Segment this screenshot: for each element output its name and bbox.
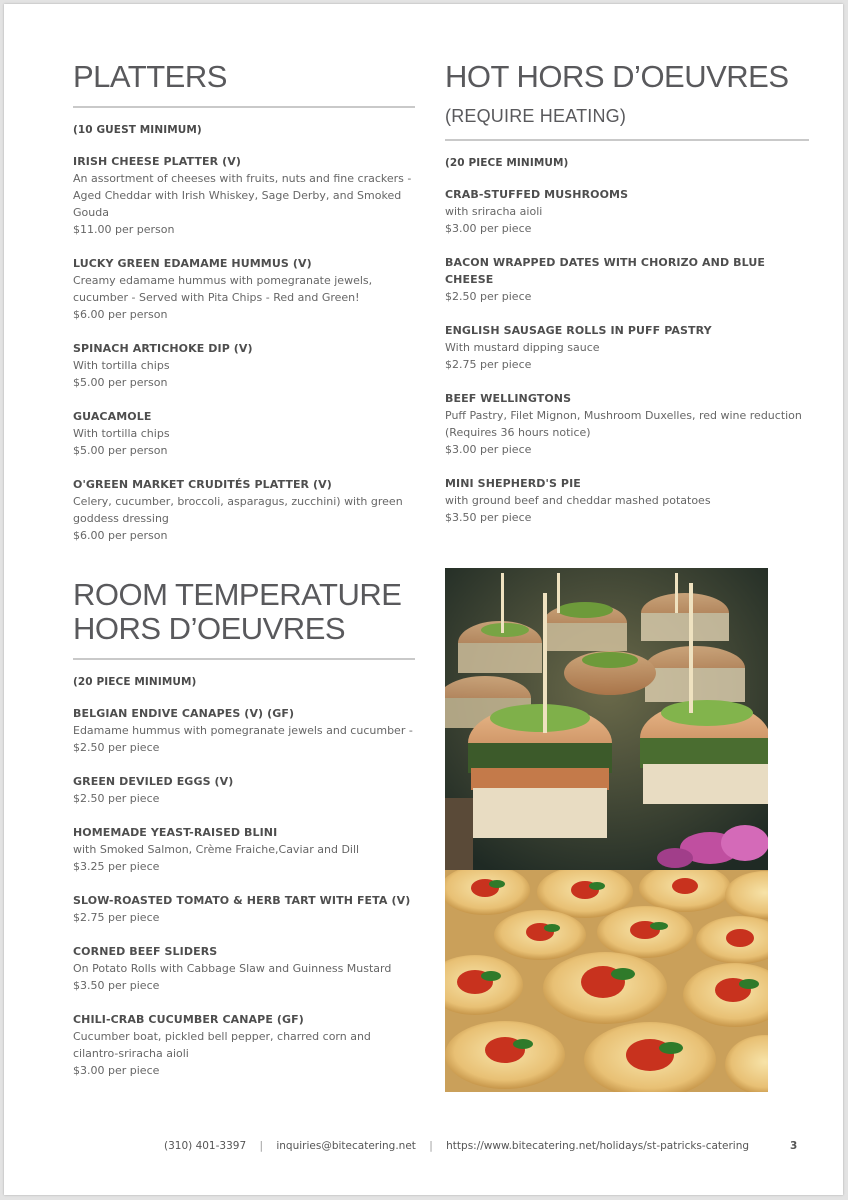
menu-item-description: Cucumber boat, pickled bell pepper, charred corn and cilantro-sriracha aioli [73,1030,371,1060]
room-temp-divider [73,658,415,660]
menu-item [73,943,415,994]
menu-item-price: $5.00 per person [73,444,168,457]
menu-item [73,408,415,459]
menu-item-price: $6.00 per person [73,308,168,321]
hot-section [445,60,809,526]
menu-item [73,705,415,756]
sliders-image [445,568,768,870]
menu-item [445,390,809,458]
menu-item-description: Celery, cucumber, broccoli, asparagus, zucchini) with green goddess dressing [73,495,403,525]
platters-list [73,153,415,544]
menu-item-name: CHILI-CRAB CUCUMBER CANAPE (GF) [73,1013,304,1026]
menu-item [73,340,415,391]
menu-item-name: SPINACH ARTICHOKE DIP (V) [73,342,253,355]
menu-item [445,475,809,526]
menu-item [73,824,415,875]
menu-item [73,255,415,323]
menu-item-name: GREEN DEVILED EGGS (V) [73,775,234,788]
menu-item-price: $3.00 per piece [445,443,532,456]
menu-item-description: with Smoked Salmon, Crème Fraiche,Caviar and Dill [73,843,360,856]
page-number: 3 [790,1140,798,1152]
menu-item-name: BEEF WELLINGTONS [445,392,572,405]
menu-item-description: With tortilla chips [73,359,170,372]
platters-divider [73,106,415,108]
right-column [445,60,809,526]
menu-page [4,4,843,1195]
menu-item-name: CRAB-STUFFED MUSHROOMS [445,188,629,201]
menu-item-price: $6.00 per person [73,529,168,542]
menu-item-price: $3.00 per piece [445,222,532,235]
menu-item [445,186,809,237]
menu-item-name: ENGLISH SAUSAGE ROLLS IN PUFF PASTRY [445,324,712,337]
hot-subheading: (REQUIRE HEATING) [445,106,627,126]
menu-item-name: O'GREEN MARKET CRUDITÉS PLATTER (V) [73,478,332,491]
footer-separator: | [429,1140,433,1152]
menu-item-price: $2.75 per piece [445,358,532,371]
menu-item-name: SLOW-ROASTED TOMATO & HERB TART WITH FETA (V) [73,894,411,907]
menu-item [73,1011,415,1079]
room-temp-heading [73,578,415,646]
room-temp-section [73,578,415,1079]
platters-section [73,60,415,544]
menu-item-price: $11.00 per person [73,223,175,236]
footer-url[interactable]: https://www.bitecatering.net/holidays/st-patricks-catering [446,1140,750,1152]
menu-item-description: Edamame hummus with pomegranate jewels and cucumber - $2.50 per piece [73,724,413,754]
menu-item-description: With tortilla chips [73,427,170,440]
tarts-photo [445,870,768,1092]
tarts-image [445,870,768,1092]
hot-list [445,186,809,526]
menu-item [445,254,809,305]
menu-item-description: On Potato Rolls with Cabbage Slaw and Guinness Mustard [73,962,392,975]
menu-item [73,476,415,544]
menu-item-price: $2.50 per piece [73,792,160,805]
menu-item-name: HOMEMADE YEAST-RAISED BLINI [73,826,278,839]
room-temp-list [73,705,415,1079]
hot-minimum: (20 PIECE MINIMUM) [445,157,569,169]
menu-item-price: $3.00 per piece [73,1064,160,1077]
room-temp-heading-line1: ROOM TEMPERATURE [73,577,402,612]
menu-item-price: $3.25 per piece [73,860,160,873]
menu-item-description: With mustard dipping sauce [445,341,600,354]
room-temp-minimum: (20 PIECE MINIMUM) [73,676,197,688]
menu-item-name: LUCKY GREEN EDAMAME HUMMUS (V) [73,257,312,270]
menu-item [73,153,415,238]
menu-item-name: CORNED BEEF SLIDERS [73,945,218,958]
hot-divider [445,139,809,141]
platters-minimum: (10 GUEST MINIMUM) [73,124,202,136]
footer-phone[interactable]: (310) 401-3397 [164,1140,247,1152]
sliders-photo [445,568,768,870]
footer-separator: | [259,1140,264,1152]
menu-item-price: $3.50 per piece [445,511,532,524]
room-temp-heading-line2: HORS D’OEUVRES [73,611,346,646]
hot-heading: HOT HORS D’OEUVRES [445,59,789,94]
footer-email[interactable]: inquiries@bitecatering.net [276,1140,416,1152]
menu-item-description: An assortment of cheeses with fruits, nuts and fine crackers - Aged Cheddar with Irish Whiskey, Sage Derby, and Smoked Gouda [73,172,412,219]
platters-heading: PLATTERS [73,59,227,94]
menu-item [445,322,809,373]
footer-contact [164,1140,749,1152]
menu-item-description: with sriracha aioli [445,205,543,218]
menu-item-name: IRISH CHEESE PLATTER (V) [73,155,241,168]
menu-item-name: BACON WRAPPED DATES WITH CHORIZO AND BLUE CHEESE [445,256,765,286]
menu-item-price: $3.50 per piece [73,979,160,992]
menu-item-name: GUACAMOLE [73,410,152,423]
menu-item-description: with ground beef and cheddar mashed potatoes [445,494,711,507]
menu-item-name: BELGIAN ENDIVE CANAPES (V) (GF) [73,707,295,720]
menu-item-description: Creamy edamame hummus with pomegranate jewels, cucumber - Served with Pita Chips - Red and Green! [73,274,373,304]
left-column [73,60,415,1079]
menu-item-description: Puff Pastry, Filet Mignon, Mushroom Duxelles, red wine reduction (Requires 36 hours notice) [445,409,802,439]
menu-item-price: $5.00 per person [73,376,168,389]
menu-item-price: $2.75 per piece [73,911,160,924]
menu-item-name: MINI SHEPHERD'S PIE [445,477,581,490]
menu-item-price: $2.50 per piece [445,290,532,303]
menu-item [73,892,415,926]
menu-item [73,773,415,807]
